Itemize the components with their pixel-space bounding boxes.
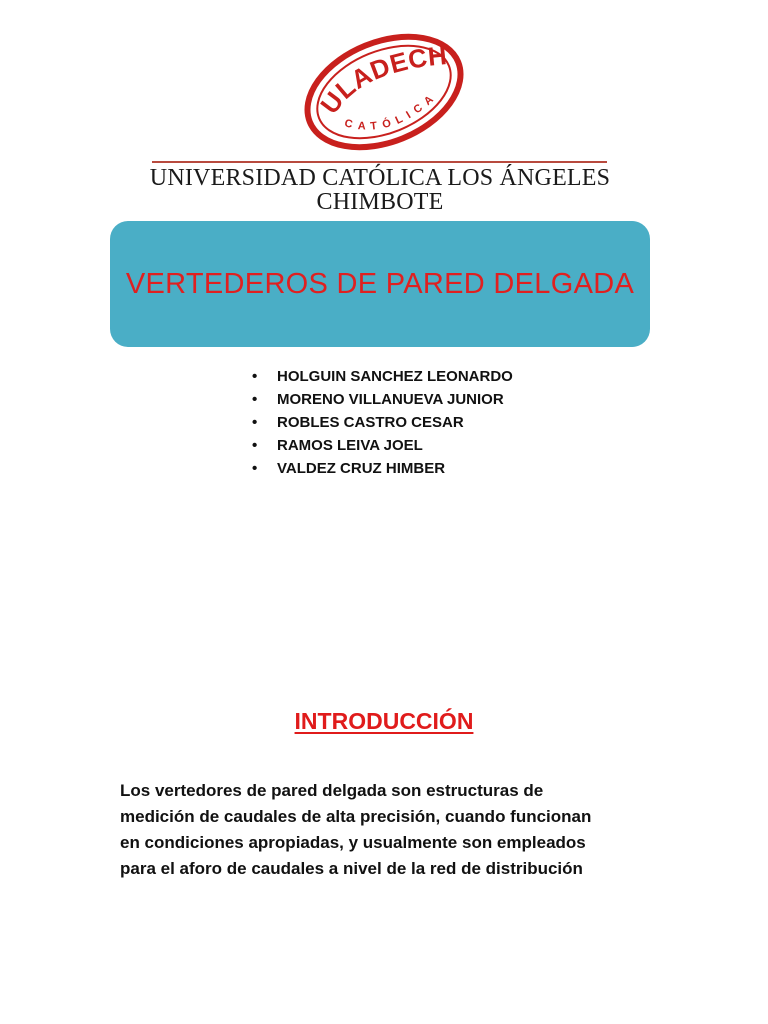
author-name: VALDEZ CRUZ HIMBER [277, 460, 446, 477]
introduction-line: para el aforo de caudales a nivel de la red de distribución [120, 859, 583, 878]
bullet-icon: • [252, 368, 258, 385]
header-divider [152, 161, 607, 163]
university-name-line2: CHIMBOTE [316, 189, 444, 215]
introduction-line: en condiciones apropiadas, y usualmente son empleados [120, 833, 586, 852]
uladech-logo-graphic [298, 24, 470, 160]
author-name: ROBLES CASTRO CESAR [277, 414, 464, 431]
author-list [252, 365, 513, 480]
bullet-icon: • [252, 391, 258, 408]
introduction-heading-text: INTRODUCCIÓN [294, 708, 474, 734]
title-box [110, 221, 650, 347]
author-name: HOLGUIN SANCHEZ LEONARDO [277, 368, 513, 385]
introduction-line: Los vertedores de pared delgada son estructuras de [120, 781, 544, 800]
logo-brand-path: ULADECH [314, 39, 449, 120]
university-name [120, 166, 640, 214]
author-item [252, 457, 513, 480]
author-item [252, 434, 513, 457]
document-title: VERTEDEROS DE PARED DELGADA [125, 267, 635, 300]
author-item [252, 388, 513, 411]
introduction-line: medición de caudales de alta precisión, cuando funcionan [120, 807, 592, 826]
bullet-icon: • [252, 414, 258, 431]
bullet-icon: • [252, 460, 258, 477]
university-name-line1: UNIVERSIDAD CATÓLICA LOS ÁNGELES [149, 165, 611, 191]
introduction-paragraph [120, 778, 640, 882]
uladech-logo [298, 24, 470, 160]
author-name: RAMOS LEIVA JOEL [277, 437, 423, 454]
logo-subtitle-path: CATÓLICA [343, 89, 441, 133]
author-item [252, 365, 513, 388]
bullet-icon: • [252, 437, 258, 454]
introduction-heading [0, 708, 768, 735]
author-item [252, 411, 513, 434]
author-name: MORENO VILLANUEVA JUNIOR [277, 391, 504, 408]
